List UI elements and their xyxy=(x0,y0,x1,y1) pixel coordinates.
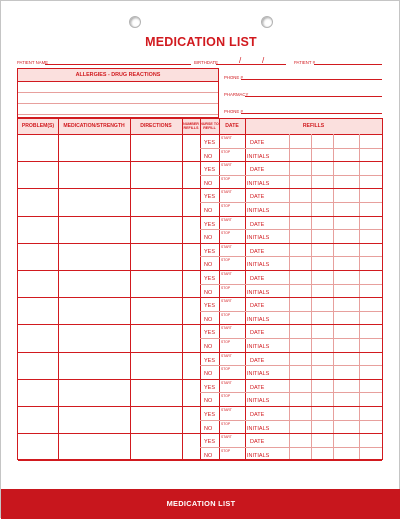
row-half-divider xyxy=(200,175,382,176)
no-option[interactable]: NO xyxy=(204,425,213,432)
pharmacy-phone-label: PHONE # xyxy=(224,109,243,114)
row-half-divider xyxy=(200,365,382,366)
stop-label: STOP xyxy=(221,231,231,236)
birthdate-field[interactable] xyxy=(216,64,286,65)
yes-option[interactable]: YES xyxy=(204,140,216,146)
row-half-divider xyxy=(200,392,382,393)
row-divider xyxy=(18,297,382,298)
stop-label: STOP xyxy=(221,312,231,317)
row-half-divider xyxy=(200,202,382,203)
refill-date-label: DATE xyxy=(250,140,265,146)
refill-initials-label: INITIALS xyxy=(247,235,270,242)
row-half-divider xyxy=(200,338,382,339)
no-option[interactable]: NO xyxy=(204,316,213,323)
refill-initials-label: INITIALS xyxy=(247,425,270,432)
start-label: START xyxy=(221,326,232,331)
no-option[interactable]: NO xyxy=(204,208,213,214)
stop-label: STOP xyxy=(221,367,231,372)
pharmacy-label: PHARMACY xyxy=(224,92,249,97)
start-label: START xyxy=(221,190,232,195)
refill-initials-label: INITIALS xyxy=(247,289,270,296)
yes-option[interactable]: YES xyxy=(204,248,216,255)
allergies-line[interactable] xyxy=(18,104,218,115)
no-option[interactable]: NO xyxy=(204,180,213,187)
start-label: START xyxy=(221,136,232,140)
refill-date-label: DATE xyxy=(250,412,265,418)
row-half-divider xyxy=(200,447,382,448)
start-label: START xyxy=(221,299,232,304)
no-option[interactable]: NO xyxy=(204,371,213,378)
stop-label: STOP xyxy=(221,394,231,399)
medication-table xyxy=(17,118,383,460)
refill-initials-label: INITIALS xyxy=(247,316,270,323)
row-half-divider xyxy=(200,148,382,149)
refill-initials-label: INITIALS xyxy=(247,262,270,269)
refill-date-label: DATE xyxy=(250,221,265,228)
row-half-divider xyxy=(200,420,382,421)
start-label: START xyxy=(221,408,232,412)
col-medication: MEDICATION/STRENGTH xyxy=(63,123,125,130)
row-divider xyxy=(18,433,382,434)
start-label: START xyxy=(221,353,232,358)
column-divider xyxy=(219,119,220,459)
yes-option[interactable]: YES xyxy=(204,439,216,446)
yes-option[interactable]: YES xyxy=(204,221,216,228)
yes-option[interactable]: YES xyxy=(204,276,216,282)
form-title: MEDICATION LIST xyxy=(145,35,257,49)
birthdate-separator: / xyxy=(262,56,265,65)
column-divider xyxy=(200,119,201,459)
row-divider xyxy=(18,379,382,380)
col-nurse-to-refill: NURSE TO REFILL xyxy=(200,121,219,130)
stop-label: STOP xyxy=(221,421,231,426)
refill-date-label: DATE xyxy=(250,167,265,174)
allergies-line[interactable] xyxy=(18,93,218,104)
allergies-heading: ALLERGIES - DRUG REACTIONS xyxy=(18,69,218,82)
row-divider xyxy=(18,460,382,461)
row-half-divider xyxy=(200,256,382,257)
row-divider xyxy=(18,188,382,189)
patient-number-label: PATIENT # xyxy=(294,60,316,65)
refill-date-label: DATE xyxy=(250,194,265,201)
row-half-divider xyxy=(200,229,382,230)
patient-name-label: PATIENT NAME xyxy=(17,60,49,65)
row-divider xyxy=(18,216,382,217)
refill-initials-label: INITIALS xyxy=(247,180,270,187)
row-divider xyxy=(18,406,382,407)
col-refills: REFILLS xyxy=(302,123,325,130)
row-half-divider xyxy=(200,284,382,285)
allergies-line[interactable] xyxy=(18,82,218,93)
no-option[interactable]: NO xyxy=(204,452,213,459)
row-divider xyxy=(18,243,382,244)
refill-initials-label: INITIALS xyxy=(247,208,270,214)
stop-label: STOP xyxy=(221,285,231,290)
refill-date-label: DATE xyxy=(250,357,265,364)
refill-date-label: DATE xyxy=(250,439,265,446)
start-label: START xyxy=(221,217,232,222)
patient-number-field[interactable] xyxy=(314,64,382,65)
yes-option[interactable]: YES xyxy=(204,357,216,364)
start-label: START xyxy=(221,244,232,249)
yes-option[interactable]: YES xyxy=(204,384,216,391)
col-problems: PROBLEM(S) xyxy=(21,123,55,130)
no-option[interactable]: NO xyxy=(204,289,213,296)
col-number-refills: NUMBER REFILLS xyxy=(183,121,199,130)
column-divider xyxy=(130,119,131,459)
yes-option[interactable]: YES xyxy=(204,330,216,337)
stop-label: STOP xyxy=(221,258,231,263)
birthdate-separator: / xyxy=(239,56,242,65)
row-half-divider xyxy=(200,311,382,312)
patient-name-field[interactable] xyxy=(45,64,191,65)
column-divider xyxy=(58,119,59,459)
birthdate-label: BIRTHDATE xyxy=(194,60,218,65)
yes-option[interactable]: YES xyxy=(204,194,216,201)
phone-label: PHONE # xyxy=(224,75,243,80)
start-label: START xyxy=(221,380,232,385)
row-divider xyxy=(18,352,382,353)
refill-initials-label: INITIALS xyxy=(247,398,270,405)
column-divider xyxy=(245,119,246,459)
yes-option[interactable]: YES xyxy=(204,303,216,310)
stop-label: STOP xyxy=(221,176,231,181)
row-divider xyxy=(18,270,382,271)
stop-label: STOP xyxy=(221,340,231,344)
refill-date-label: DATE xyxy=(250,384,265,391)
row-divider xyxy=(18,161,382,162)
stop-label: STOP xyxy=(221,149,231,154)
pharmacy-phone-field[interactable] xyxy=(241,113,382,114)
row-divider xyxy=(18,324,382,325)
refill-initials-label: INITIALS xyxy=(247,371,270,378)
no-option[interactable]: NO xyxy=(204,398,213,405)
phone-field[interactable] xyxy=(241,79,382,80)
no-option[interactable]: NO xyxy=(204,235,213,242)
refill-date-label: DATE xyxy=(250,303,265,310)
allergies-box xyxy=(17,68,219,118)
stop-label: STOP xyxy=(221,204,231,208)
yes-option[interactable]: YES xyxy=(204,412,216,418)
refill-initials-label: INITIALS xyxy=(247,452,270,459)
column-divider xyxy=(182,119,183,459)
refill-date-label: DATE xyxy=(250,330,265,337)
col-date: DATE xyxy=(225,123,239,130)
pharmacy-field[interactable] xyxy=(245,96,382,97)
binder-hole-right xyxy=(261,16,273,28)
footer-banner: MEDICATION LIST xyxy=(1,489,400,519)
refill-date-label: DATE xyxy=(250,276,265,282)
start-label: START xyxy=(221,272,232,276)
start-label: START xyxy=(221,163,232,168)
yes-option[interactable]: YES xyxy=(204,167,216,174)
stop-label: STOP xyxy=(221,448,231,453)
refill-initials-label: INITIALS xyxy=(247,153,270,160)
binder-hole-left xyxy=(129,16,141,28)
refill-initials-label: INITIALS xyxy=(247,344,270,350)
col-directions: DIRECTIONS xyxy=(140,123,172,130)
no-option[interactable]: NO xyxy=(204,153,213,160)
no-option[interactable]: NO xyxy=(204,262,213,269)
no-option[interactable]: NO xyxy=(204,344,213,350)
refill-date-label: DATE xyxy=(250,248,265,255)
start-label: START xyxy=(221,435,232,440)
